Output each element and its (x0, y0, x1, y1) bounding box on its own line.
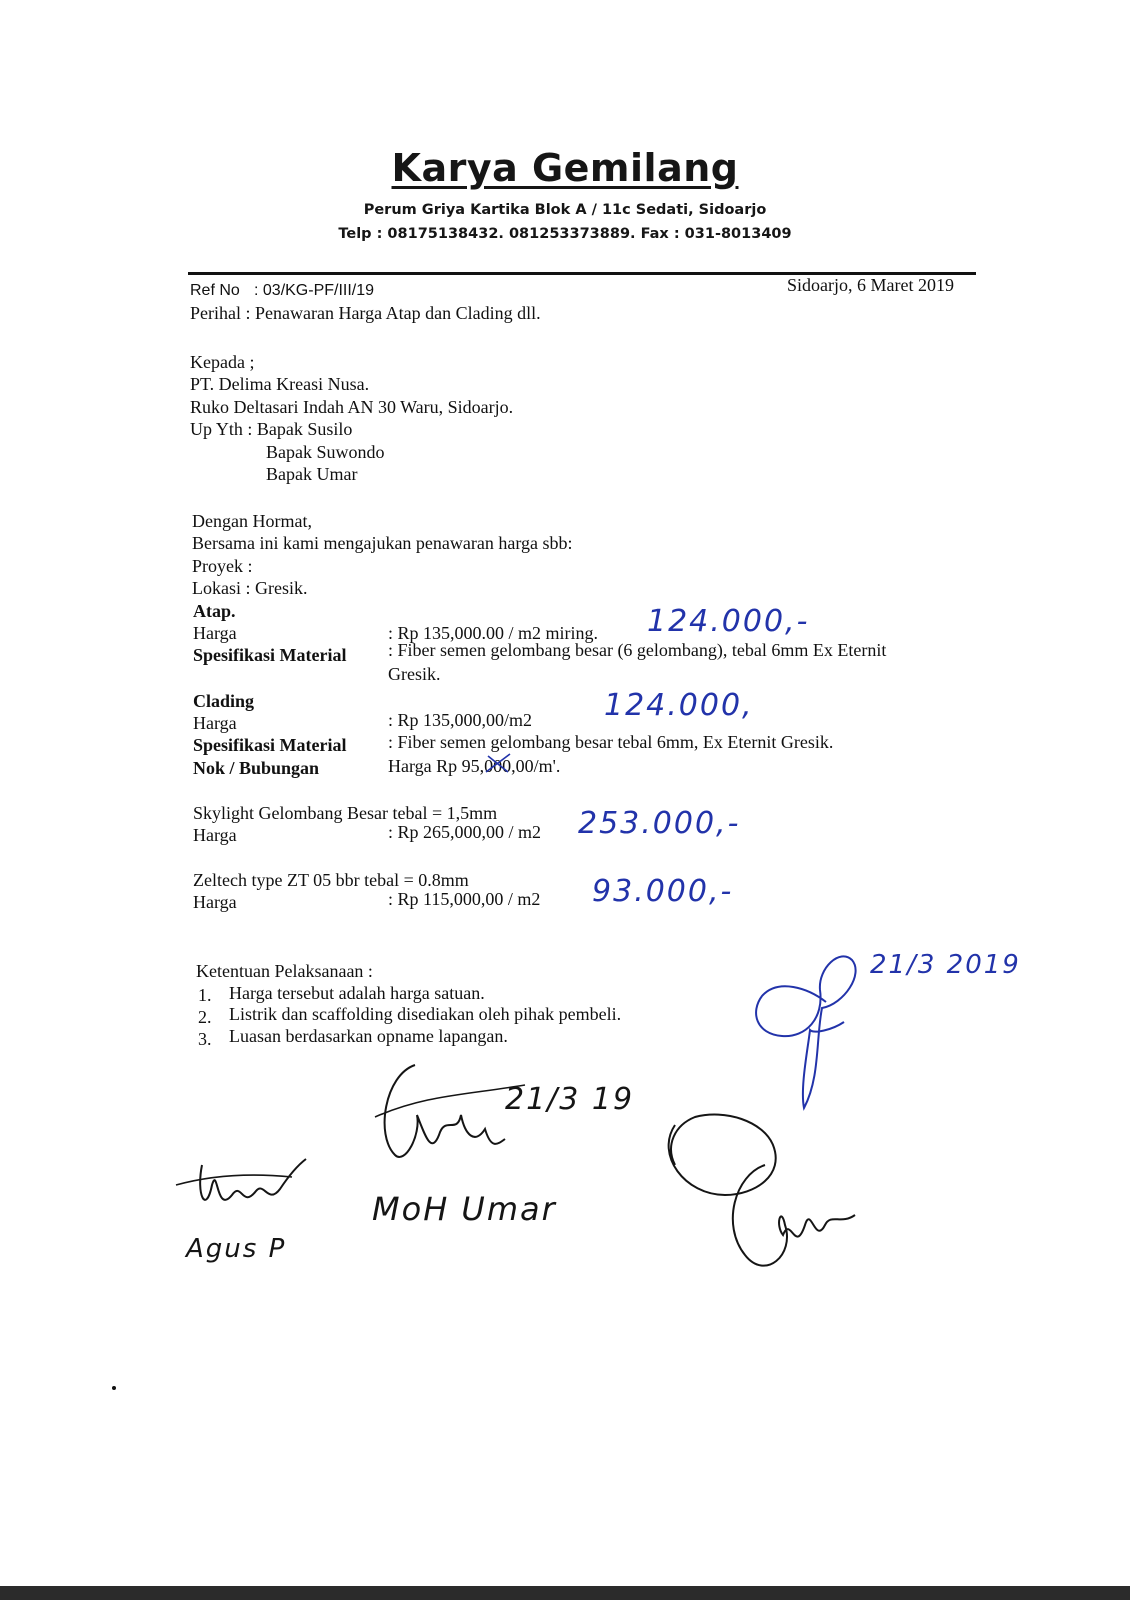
atap-price-label: Harga (193, 623, 237, 643)
zeltech-title: Zeltech type ZT 05 bbr tebal = 0.8mm (193, 870, 469, 890)
recipient-address: Ruko Deltasari Indah AN 30 Waru, Sidoarjo. (190, 397, 514, 417)
place-date: Sidoarjo, 6 Maret 2019 (787, 275, 954, 295)
approval-signature-right (748, 938, 868, 1118)
recipient-company: PT. Delima Kreasi Nusa. (190, 374, 370, 394)
atap-spec: : Fiber semen gelombang besar (6 gelombang), tebal 6mm Ex Eternit (388, 640, 887, 660)
project-line: Proyek : (192, 556, 253, 576)
recipient-attn: Up Yth : Bapak Susilo (190, 419, 353, 439)
signer-name-middle: MoH Umar (372, 1190, 557, 1228)
greeting: Dengan Hormat, (192, 511, 312, 531)
atap-price: : Rp 135,000.00 / m2 miring. (388, 623, 599, 643)
terms-heading: Ketentuan Pelaksanaan : (196, 961, 373, 981)
signature-left (172, 1145, 322, 1235)
atap-spec-label: Spesifikasi Material (193, 645, 347, 665)
intro-text: Bersama ini kami mengajukan penawaran harga sbb: (192, 533, 573, 553)
company-contact: Telp : 08175138432. 081253373889. Fax : 031-8013409 (338, 226, 792, 242)
term-number: 1. (198, 985, 212, 1005)
skylight-title: Skylight Gelombang Besar tebal = 1,5mm (193, 803, 498, 823)
clading-price-label: Harga (193, 713, 237, 733)
signature-right (655, 1105, 875, 1290)
skylight-price: : Rp 265,000,00 / m2 (388, 822, 542, 842)
zeltech-price-label: Harga (193, 892, 237, 912)
term-number: 2. (198, 1007, 212, 1027)
zeltech-handwritten-price: 93.000,- (592, 874, 734, 909)
recipient-attn-2: Bapak Suwondo (266, 442, 385, 462)
atap-handwritten-price: 124.000,- (647, 604, 810, 639)
location-line: Lokasi : Gresik. (192, 578, 308, 598)
company-address: Perum Griya Kartika Blok A / 11c Sedati, Sidoarjo (363, 202, 767, 218)
ref-value: : 03/KG-PF/III/19 (254, 282, 375, 299)
term-text: Listrik dan scaffolding disediakan oleh pihak pembeli. (229, 1004, 622, 1024)
nok-price: Harga Rp 95,000,00/m'. (388, 756, 561, 776)
company-name: Karya Gemilang (391, 146, 739, 190)
atap-spec-cont: Gresik. (388, 664, 441, 684)
clading-handwritten-price: 124.000, (604, 688, 754, 723)
handwritten-date-right: 21/3 2019 (870, 950, 1021, 980)
clading-spec-label: Spesifikasi Material (193, 735, 347, 755)
term-number: 3. (198, 1029, 212, 1049)
clading-heading: Clading (193, 691, 255, 711)
ref-label: Ref No (190, 282, 240, 299)
skylight-handwritten-price: 253.000,- (578, 806, 741, 841)
skylight-price-label: Harga (193, 825, 237, 845)
subject-line: Perihal : Penawaran Harga Atap dan Clading dll. (190, 303, 541, 323)
nok-label: Nok / Bubungan (193, 758, 320, 778)
signer-name-left: Agus P (186, 1234, 287, 1264)
clading-price: : Rp 135,000,00/m2 (388, 710, 533, 730)
recipient-attn-3: Bapak Umar (266, 464, 358, 484)
handwritten-date-middle: 21/3 19 (505, 1082, 635, 1117)
recipient-to: Kepada ; (190, 352, 255, 372)
term-text: Luasan berdasarkan opname lapangan. (229, 1026, 508, 1046)
term-text: Harga tersebut adalah harga satuan. (229, 983, 485, 1003)
zeltech-price: : Rp 115,000,00 / m2 (388, 889, 541, 909)
scan-speck (112, 1386, 116, 1390)
clading-spec: : Fiber semen gelombang besar tebal 6mm, Ex Eternit Gresik. (388, 732, 834, 752)
strike-mark (480, 750, 520, 778)
scan-edge (0, 1586, 1130, 1600)
atap-heading: Atap. (193, 601, 236, 621)
